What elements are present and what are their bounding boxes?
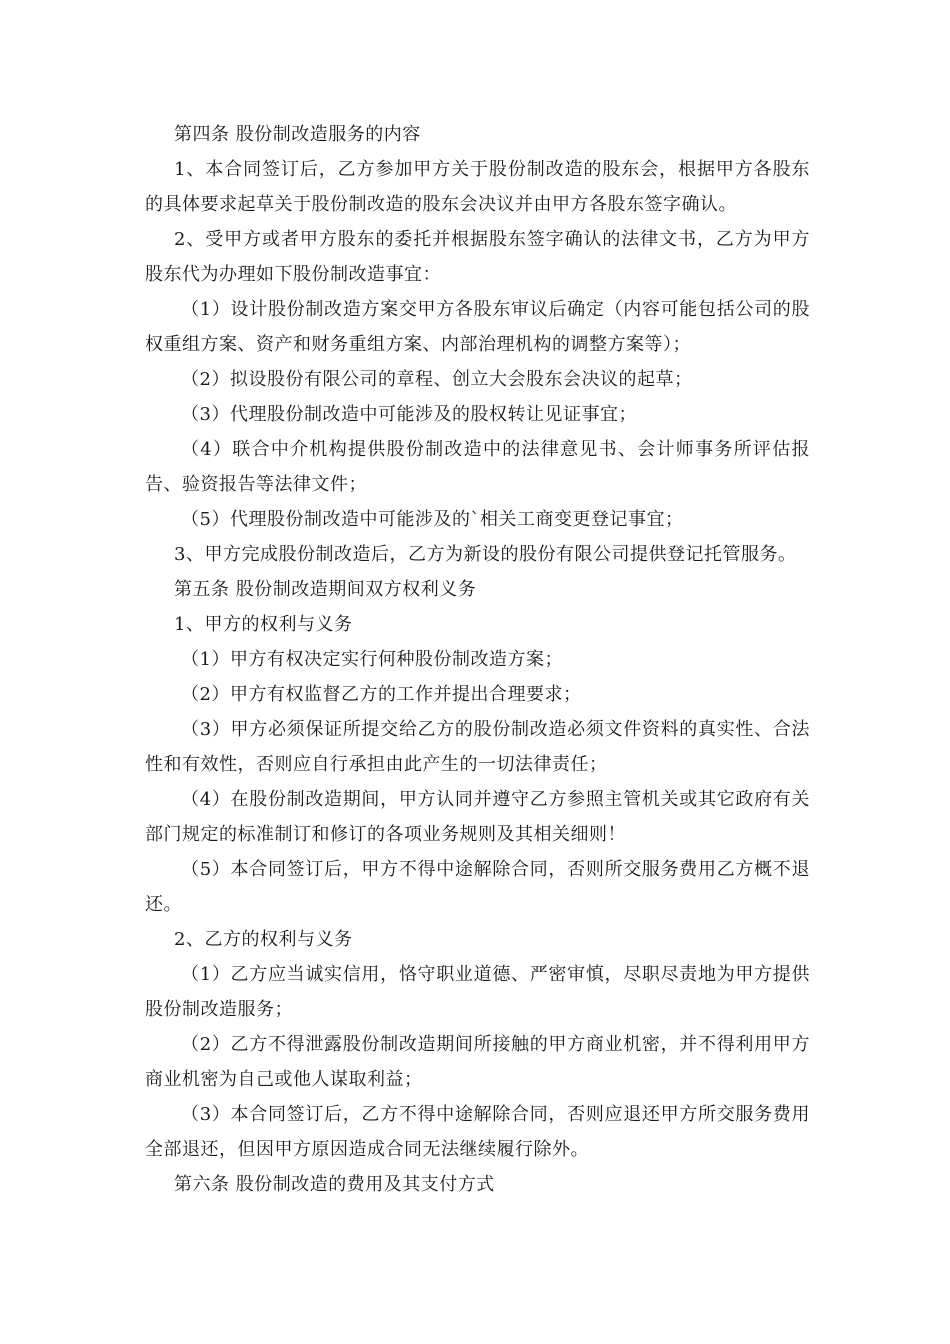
- clause-5-1-item-1: （1）甲方有权决定实行何种股份制改造方案；: [181, 649, 563, 670]
- clause-4-1: 1、本合同签订后，乙方参加甲方关于股份制改造的股东会，根据甲方各股东的具体要求起草关于股份制改造的股东会决议并由甲方各股东签字确认。: [145, 159, 810, 215]
- clause-4-2-item-2: （2）拟设股份有限公司的章程、创立大会股东会决议的起草；: [181, 369, 693, 390]
- clause-4-2-item-3: （3）代理股份制改造中可能涉及的股权转让见证事宜；: [181, 404, 637, 425]
- clause-4-2: 2、受甲方或者甲方股东的委托并根据股东签字确认的法律文书，乙方为甲方股东代为办理如下股份制改造事宜：: [145, 229, 810, 285]
- clause-5-2-item-2: （2）乙方不得泄露股份制改造期间所接触的甲方商业机密，并不得利用甲方商业机密为自己或他人谋取利益；: [145, 1034, 810, 1090]
- section-heading-5: 第五条 股份制改造期间双方权利义务: [174, 579, 477, 600]
- clause-5-1-item-3: （3）甲方必须保证所提交给乙方的股份制改造必须文件资料的真实性、合法性和有效性，否则应自行承担由此产生的一切法律责任；: [145, 719, 810, 775]
- clause-4-3: 3、甲方完成股份制改造后，乙方为新设的股份有限公司提供登记托管服务。: [174, 544, 797, 565]
- clause-5-1: 1、甲方的权利与义务: [174, 614, 353, 635]
- clause-5-1-item-4: （4）在股份制改造期间，甲方认同并遵守乙方参照主管机关或其它政府有关部门规定的标准制订和修订的各项业务规则及其相关细则！: [145, 789, 810, 845]
- clause-4-2-item-5: （5）代理股份制改造中可能涉及的`相关工商变更登记事宜；: [181, 509, 684, 530]
- document-body: [145, 117, 810, 1202]
- clause-5-1-item-2: （2）甲方有权监督乙方的工作并提出合理要求；: [181, 684, 582, 705]
- clause-5-2-item-1: （1）乙方应当诚实信用，恪守职业道德、严密审慎，尽职尽责地为甲方提供股份制改造服务；: [145, 964, 810, 1020]
- clause-5-1-item-5: （5）本合同签订后，甲方不得中途解除合同，否则所交服务费用乙方概不退还。: [145, 859, 810, 915]
- clause-4-2-item-4: （4）联合中介机构提供股份制改造中的法律意见书、会计师事务所评估报告、验资报告等法律文件；: [145, 439, 810, 495]
- clause-5-2: 2、乙方的权利与义务: [174, 929, 353, 950]
- section-heading-6: 第六条 股份制改造的费用及其支付方式: [174, 1174, 495, 1195]
- section-heading-4: 第四条 股份制改造服务的内容: [174, 124, 421, 145]
- clause-5-2-item-3: （3）本合同签订后，乙方不得中途解除合同，否则应退还甲方所交服务费用全部退还，但因甲方原因造成合同无法继续履行除外。: [145, 1104, 810, 1160]
- clause-4-2-item-1: （1）设计股份制改造方案交甲方各股东审议后确定（内容可能包括公司的股权重组方案、资产和财务重组方案、内部治理机构的调整方案等）；: [145, 299, 810, 355]
